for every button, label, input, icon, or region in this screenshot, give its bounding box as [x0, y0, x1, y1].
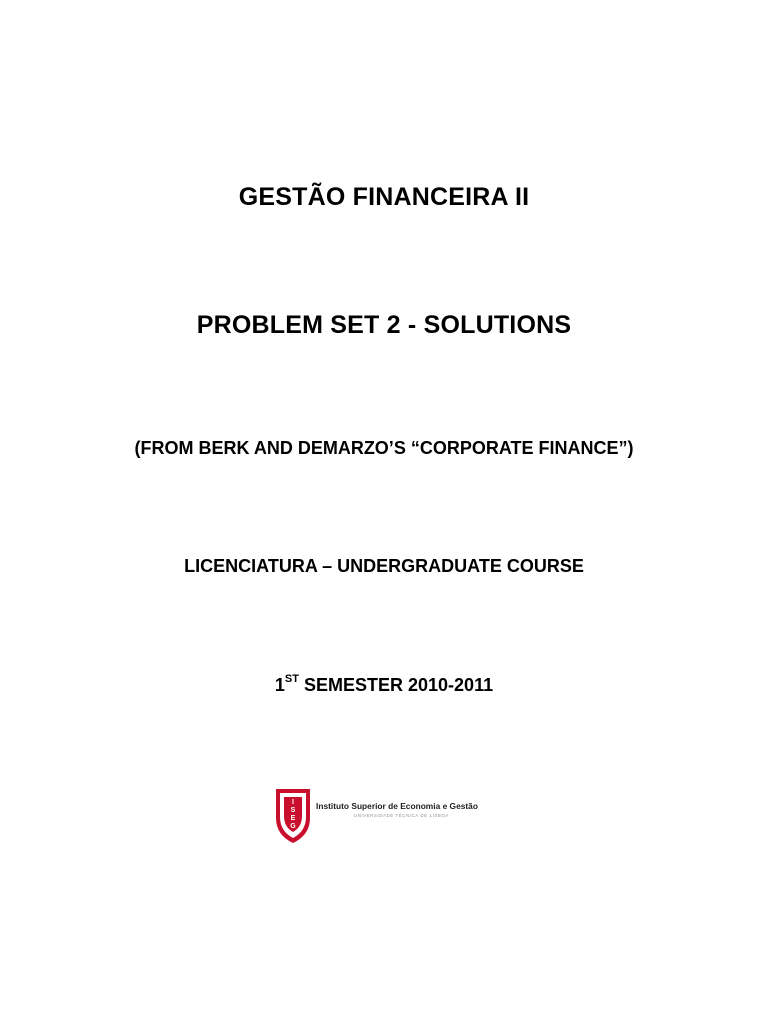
- semester-number: 1: [274, 675, 285, 695]
- logo-university-name: UNIVERSIDADE TÉCNICA DE LISBOA: [354, 813, 449, 818]
- iseg-logo: [275, 788, 485, 844]
- document-title: GESTÃO FINANCEIRA II: [238, 183, 530, 211]
- iseg-shield-icon: [275, 788, 311, 844]
- document-subtitle: PROBLEM SET 2 - SOLUTIONS: [196, 311, 572, 339]
- svg-text:G: G: [290, 823, 296, 830]
- svg-text:S: S: [290, 807, 296, 814]
- semester-label: [0, 675, 768, 696]
- svg-text:E: E: [290, 815, 296, 822]
- svg-text:I: I: [292, 799, 294, 806]
- course-label: LICENCIATURA – UNDERGRADUATE COURSE: [184, 556, 584, 576]
- logo-institution-name: Instituto Superior de Economia e Gestão: [316, 801, 478, 811]
- semester-text: SEMESTER 2010-2011: [298, 675, 494, 695]
- document-source: (FROM BERK AND DEMARZO’S “CORPORATE FINANCE”): [134, 438, 634, 458]
- semester-ordinal-suffix: ST: [284, 673, 299, 685]
